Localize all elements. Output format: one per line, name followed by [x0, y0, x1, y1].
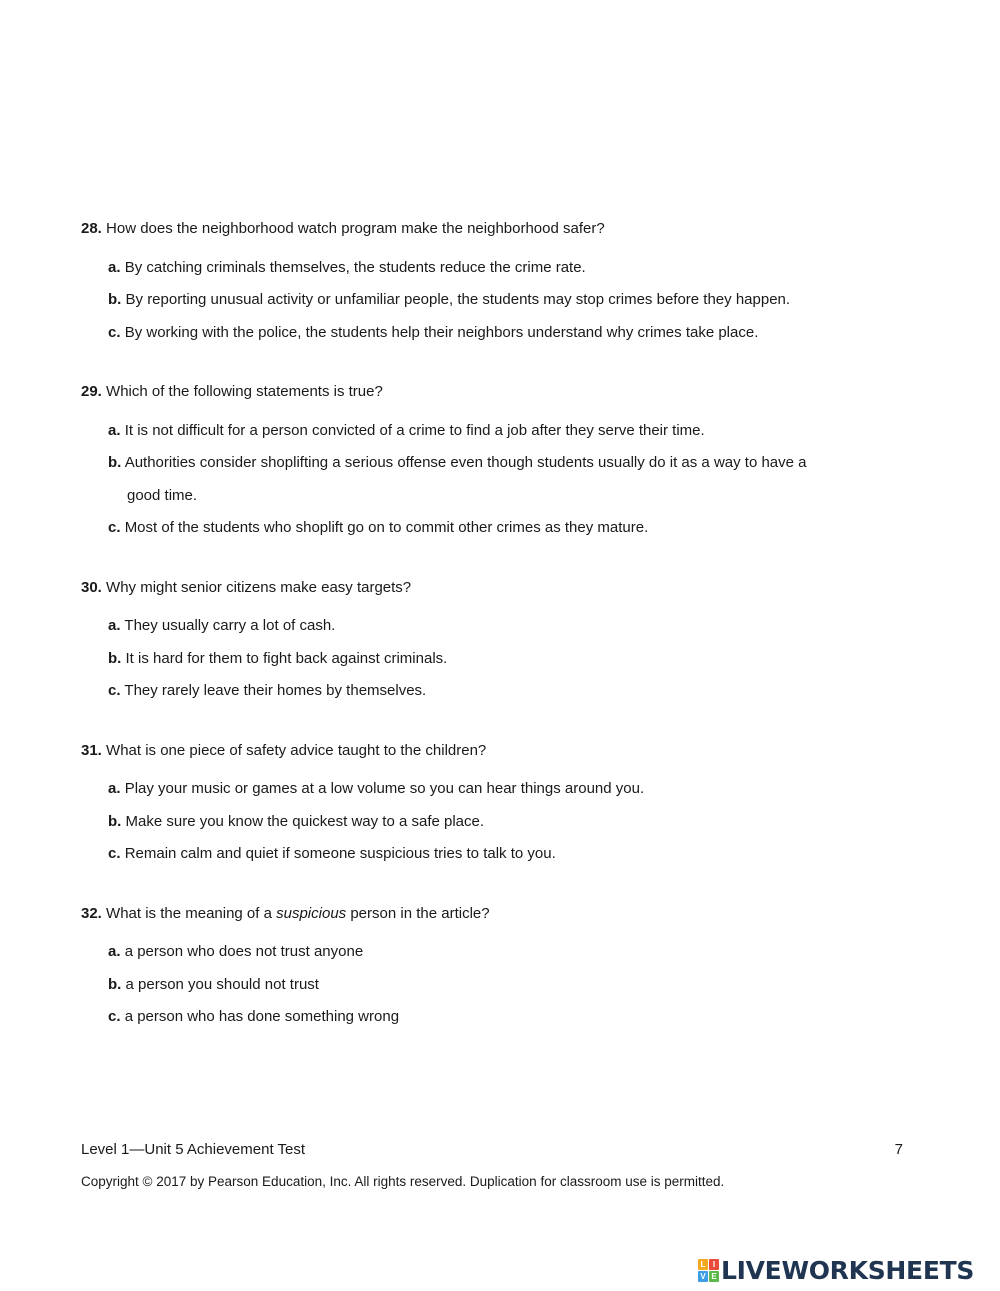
- option-letter: c.: [108, 845, 121, 862]
- test-name: Level 1—Unit 5 Achievement Test: [81, 1141, 306, 1158]
- option-letter: b.: [108, 649, 122, 667]
- option-text: Most of the students who shoplift go on to commit other crimes as they mature.: [124, 519, 649, 536]
- option-text: Remain calm and quiet if someone suspicious tries to talk to you.: [124, 845, 556, 862]
- logo-icon-letter: L: [698, 1259, 708, 1270]
- option-letter: c.: [108, 682, 121, 699]
- question-number: 31.: [81, 741, 102, 759]
- question-31: [81, 741, 911, 871]
- logo-icon-letter: V: [698, 1271, 708, 1282]
- option-text: It is not difficult for a person convicted of a crime to find a job after they serve their time.: [124, 421, 705, 439]
- option-text: Authorities consider shoplifting a serious offense even though students usually do it as a way to have a: [124, 454, 807, 471]
- option-text: It is hard for them to fight back against criminals.: [125, 649, 448, 667]
- answer-option-b[interactable]: [81, 447, 911, 512]
- question-text-after: person in the article?: [346, 904, 490, 922]
- option-letter: a.: [108, 421, 121, 439]
- question-text-italic: suspicious: [276, 904, 347, 922]
- option-text: By working with the police, the students help their neighbors understand why crimes take place.: [124, 323, 759, 341]
- logo-icon-letter: E: [709, 1271, 719, 1282]
- page-number: 7: [894, 1141, 903, 1158]
- question-text: Which of the following statements is true?: [106, 383, 383, 400]
- answer-option-b[interactable]: [81, 643, 911, 676]
- option-text-continuation: good time.: [127, 486, 198, 504]
- liveworksheets-logo[interactable]: [698, 1254, 974, 1286]
- option-letter: b.: [108, 975, 122, 993]
- page-footer: [81, 1140, 903, 1160]
- option-text: By catching criminals themselves, the students reduce the crime rate.: [124, 258, 586, 276]
- answer-option-c[interactable]: [81, 675, 911, 708]
- answer-option-b[interactable]: [81, 806, 911, 839]
- question-30: [81, 578, 911, 708]
- option-text: They rarely leave their homes by themselves.: [124, 682, 427, 699]
- answer-option-c[interactable]: [81, 512, 911, 545]
- question-29: [81, 382, 911, 545]
- logo-icon-letter: I: [709, 1259, 719, 1270]
- answer-option-a[interactable]: [81, 415, 911, 448]
- question-number: 32.: [81, 904, 102, 922]
- answer-option-a[interactable]: [81, 252, 911, 285]
- question-number: 28.: [81, 220, 102, 237]
- question-text: Why might senior citizens make easy targets?: [106, 578, 412, 596]
- question-prompt: [81, 578, 911, 598]
- logo-icon: [698, 1259, 719, 1282]
- answer-option-a[interactable]: [81, 773, 911, 806]
- question-prompt: [81, 219, 911, 239]
- logo-wordmark: LIVEWORKSHEETS: [721, 1255, 975, 1285]
- copyright-notice: Copyright © 2017 by Pearson Education, Inc. All rights reserved. Duplication for classroom use is permitted.: [81, 1174, 725, 1189]
- option-letter: c.: [108, 323, 121, 341]
- question-text: How does the neighborhood watch program make the neighborhood safer?: [106, 220, 605, 237]
- option-text: By reporting unusual activity or unfamiliar people, the students may stop crimes before they happen.: [125, 291, 791, 308]
- answer-option-c[interactable]: [81, 838, 911, 871]
- option-text: a person who has done something wrong: [124, 1008, 400, 1025]
- question-32: [81, 904, 911, 1034]
- question-number: 29.: [81, 383, 102, 400]
- option-text: Play your music or games at a low volume so you can hear things around you.: [124, 780, 645, 797]
- option-text: Make sure you know the quickest way to a safe place.: [125, 812, 485, 830]
- answer-option-a[interactable]: [81, 936, 911, 969]
- option-letter: b.: [108, 291, 122, 308]
- answer-option-c[interactable]: [81, 1001, 911, 1034]
- answer-option-b[interactable]: [81, 284, 911, 317]
- option-letter: a.: [108, 943, 121, 960]
- option-letter: b.: [108, 454, 122, 471]
- option-letter: c.: [108, 519, 121, 536]
- question-number: 30.: [81, 578, 102, 596]
- option-text: a person who does not trust anyone: [124, 943, 364, 960]
- answer-option-b[interactable]: [81, 969, 911, 1002]
- question-prompt: [81, 382, 911, 402]
- option-letter: a.: [108, 617, 121, 634]
- answer-option-a[interactable]: [81, 610, 911, 643]
- option-letter: c.: [108, 1008, 121, 1025]
- question-list: [81, 219, 911, 1067]
- option-text: a person you should not trust: [125, 975, 319, 993]
- option-letter: b.: [108, 812, 122, 830]
- question-prompt: [81, 904, 911, 924]
- question-prompt: [81, 741, 911, 761]
- question-text-before: What is the meaning of a: [106, 904, 277, 922]
- option-letter: a.: [108, 780, 121, 797]
- option-text: They usually carry a lot of cash.: [124, 617, 336, 634]
- answer-option-c[interactable]: [81, 317, 911, 350]
- option-letter: a.: [108, 258, 121, 276]
- question-28: [81, 219, 911, 349]
- question-text: What is one piece of safety advice taught to the children?: [106, 741, 487, 759]
